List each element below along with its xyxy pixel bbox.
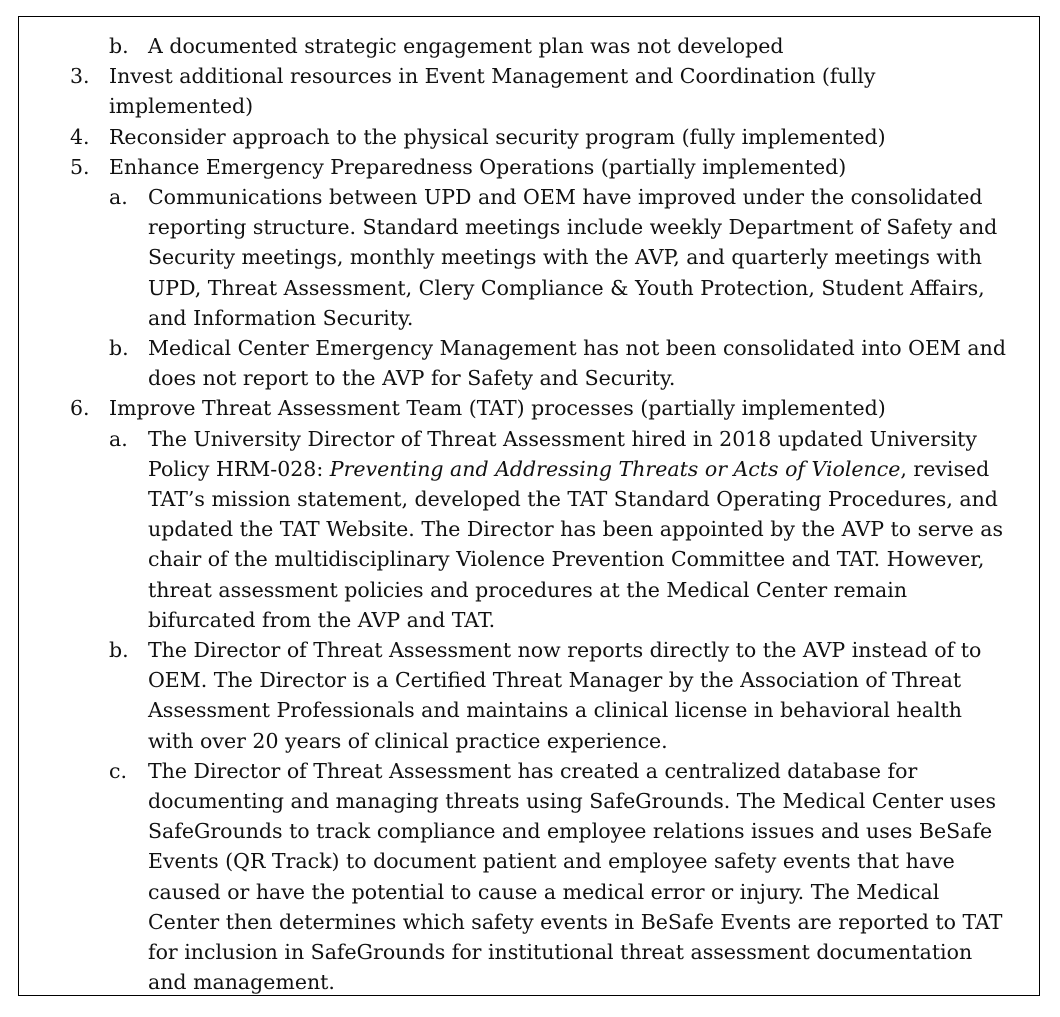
list-marker: 3.	[70, 64, 90, 89]
list-marker: a.	[109, 426, 128, 451]
list-marker: a.	[109, 185, 128, 210]
list-item-text: Medical Center Emergency Management has not been consolidated into OEM and does not report to the AVP for Safety and Security.	[148, 336, 1006, 391]
list-item-5b	[0, 333, 1060, 393]
list-item-6b	[0, 635, 1060, 756]
list-item-text: Improve Threat Assessment Team (TAT) processes (partially implemented)	[109, 396, 886, 421]
document-body	[0, 31, 1060, 998]
list-marker: b.	[109, 34, 129, 58]
list-item-6	[0, 393, 1060, 423]
list-item-6a	[0, 424, 1060, 635]
list-item-3	[0, 61, 1060, 121]
list-item-text: Reconsider approach to the physical security program (fully implemented)	[109, 124, 886, 149]
list-item-text: The Director of Threat Assessment now reports directly to the AVP instead of to OEM. The Director is a Certified Threat Manager by the Association of Threat Assessment Professionals and maintains a clinical license in behavioral health with over 20 years of clinical practice experience.	[148, 638, 982, 753]
list-marker: b.	[109, 638, 129, 663]
list-marker: c.	[109, 758, 127, 783]
policy-title: Preventing and Addressing Threats or Acts of Violence	[329, 456, 901, 481]
text-before-title: The University Director of Threat Assessment hired in 2018 updated University Policy HRM-028:	[148, 426, 977, 481]
list-item-text: Communications between UPD and OEM have improved under the consolidated reporting structure. Standard meetings include weekly Department of Safety and Security meetings, monthly meetings with the AVP, and quarterly meetings with UPD, Threat Assessment, Clery Compliance & Youth Protection, Student Affairs, and Information Security.	[148, 185, 998, 330]
list-item-text: Enhance Emergency Preparedness Operations (partially implemented)	[109, 154, 847, 179]
list-marker: 4.	[70, 124, 90, 149]
text-after-title: , revised TAT’s mission statement, developed the TAT Standard Operating Procedures, and updated the TAT Website. The Director has been appointed by the AVP to serve as chair of the multidisciplinary Violence Prevention Committee and TAT. However, threat assessment policies and procedures at the Medical Center remain bifurcated from the AVP and TAT.	[148, 456, 1004, 632]
list-item-4	[0, 122, 1060, 152]
list-item-text	[148, 424, 1008, 635]
list-item-6c	[0, 756, 1060, 998]
list-item-text: Invest additional resources in Event Management and Coordination (fully implemented)	[109, 64, 876, 119]
list-marker: b.	[109, 336, 129, 361]
list-marker: 5.	[70, 154, 90, 179]
list-marker: 6.	[70, 396, 90, 421]
list-item-5a	[0, 182, 1060, 333]
list-item-5	[0, 152, 1060, 182]
list-item-text: A documented strategic engagement plan was not developed	[148, 34, 784, 58]
list-item-sub-b	[0, 31, 1060, 61]
list-item-text: The Director of Threat Assessment has created a centralized database for documenting and managing threats using SafeGrounds. The Medical Center uses SafeGrounds to track compliance and employee relations issues and uses BeSafe Events (QR Track) to document patient and employee safety events that have caused or have the potential to cause a medical error or injury. The Medical Center then determines which safety events in BeSafe Events are reported to TAT for inclusion in SafeGrounds for institutional threat assessment documentation and management.	[148, 758, 1003, 995]
